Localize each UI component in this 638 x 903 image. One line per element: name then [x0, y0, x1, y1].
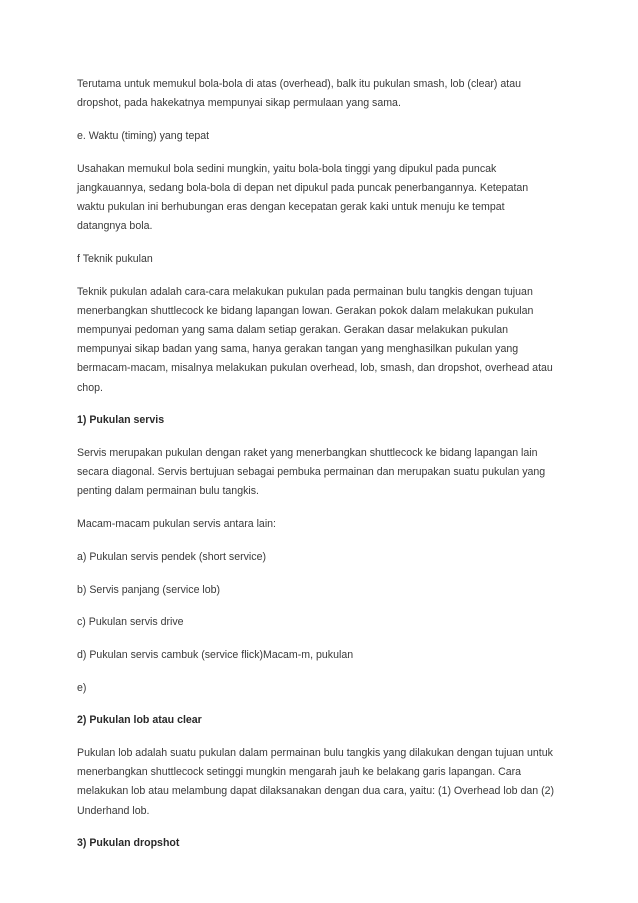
document-page — [77, 75, 567, 867]
list-item-b: b) Servis panjang (service lob) — [77, 583, 221, 596]
paragraph-timing: Usahakan memukul bola sedini mungkin, yaitu bola-bola tinggi yang dipukul pada puncak jangkauannya, sedang bola-bola di depan net dipukul pada puncak penerbangannya. Ketepatan waktu pukulan ini berhubungan eras dengan kecepatan gerak kaki untuk menuju ke tempat datangnya bola. — [77, 162, 529, 233]
list-item-c: c) Pukulan servis drive — [77, 616, 184, 629]
paragraph-intro: Terutama untuk memukul bola-bola di atas (overhead), balk itu pukulan smash, lob (clear) atau dropshot, pada hakekatnya mempunyai sikap permulaan yang sama. — [77, 78, 521, 110]
paragraph-lob: Pukulan lob adalah suatu pukulan dalam permainan bulu tangkis yang dilakukan dengan tujuan untuk menerbangkan shuttlecock setinggi mungkin mengarah jauh ke belakang garis lapangan. Cara melakukan lob atau melambung dapat dilaksanakan dengan dua cara, yaitu: (1) Overhead lob dan (2) Underhand lob. — [77, 747, 555, 817]
list-item-d: d) Pukulan servis cambuk (service flick)Macam-m, pukulan — [77, 648, 354, 661]
paragraph-teknik-pukulan: Teknik pukulan adalah cara-cara melakukan pukulan pada permainan bulu tangkis dengan tujuan menerbangkan shuttlecock ke bidang lapangan lowan. Gerakan pokok dalam melakukan pukulan mempunyai pedoman yang sama dalam setiap gerakan. Gerakan dasar melakukan pukulan mempunyai sikap badan yang sama, hanya gerakan tangan yang menghasilkan pukulan yang bermacam-macam, misalnya melakukan pukulan overhead, lob, smash, dan dropshot, overhead atau chop. — [77, 285, 553, 394]
heading-timing: e. Waktu (timing) yang tepat — [77, 129, 210, 142]
heading-pukulan-lob: 2) Pukulan lob atau clear — [77, 714, 202, 727]
heading-pukulan-servis: 1) Pukulan servis — [77, 414, 165, 427]
heading-pukulan-dropshot: 3) Pukulan dropshot — [77, 837, 180, 850]
heading-teknik-pukulan: f Teknik pukulan — [77, 252, 153, 265]
paragraph-macam-servis: Macam-macam pukulan servis antara lain: — [77, 518, 277, 531]
paragraph-servis: Servis merupakan pukulan dengan raket yang menerbangkan shuttlecock ke bidang lapangan lain secara diagonal. Servis bertujuan sebagai pembuka permainan dan merupakan suatu pukulan yang penting dalam permainan bulu tangkis. — [77, 447, 546, 498]
list-item-a: a) Pukulan servis pendek (short service) — [77, 550, 267, 563]
list-item-e: e) — [77, 681, 87, 694]
